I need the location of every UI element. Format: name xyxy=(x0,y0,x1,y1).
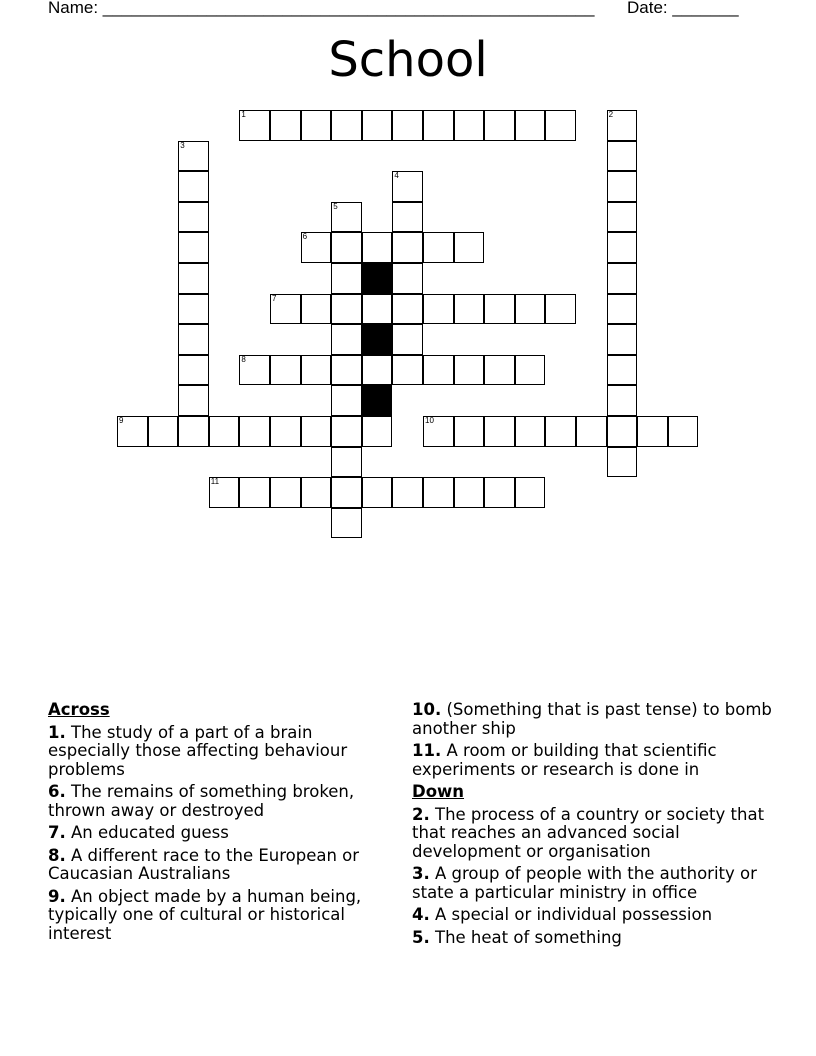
numbered-cell-10[interactable] xyxy=(423,416,454,447)
numbered-cell-3[interactable] xyxy=(178,141,209,172)
grid-cell[interactable] xyxy=(607,171,638,202)
grid-cell[interactable] xyxy=(607,294,638,325)
grid-cell[interactable] xyxy=(392,202,423,233)
numbered-cell-8[interactable] xyxy=(239,355,270,386)
grid-cell[interactable] xyxy=(362,355,393,386)
cell-number: 8 xyxy=(241,354,246,364)
clue-number: 9. xyxy=(48,886,66,906)
shaded-cell xyxy=(362,324,393,355)
cell-number: 6 xyxy=(302,232,308,242)
clue-text: An educated guess xyxy=(71,823,229,842)
grid-cell[interactable] xyxy=(668,416,699,447)
grid-cell[interactable] xyxy=(607,263,638,294)
grid-cell[interactable] xyxy=(607,416,638,447)
grid-cell[interactable] xyxy=(178,355,209,386)
grid-cell[interactable] xyxy=(423,110,454,141)
numbered-cell-11[interactable] xyxy=(209,477,240,508)
grid-cell[interactable] xyxy=(301,110,332,141)
grid-cell[interactable] xyxy=(331,385,362,416)
grid-cell[interactable] xyxy=(331,232,362,263)
clue-number: 11. xyxy=(412,741,442,760)
clue-down-4 xyxy=(412,906,772,925)
grid-cell[interactable] xyxy=(178,324,209,355)
cell-number: 7 xyxy=(272,293,277,303)
cell-number: 4 xyxy=(394,171,399,181)
grid-cell[interactable] xyxy=(607,355,638,386)
grid-cell[interactable] xyxy=(301,294,332,325)
page-title: School xyxy=(328,32,488,88)
grid-cell[interactable] xyxy=(392,232,423,263)
clue-text: The process of a country or society that that reaches an advanced social development or organisation xyxy=(412,804,765,861)
grid-cell[interactable] xyxy=(270,110,301,141)
clue-text: A room or building that scientific experiments or research is done in xyxy=(412,741,717,779)
grid-cell[interactable] xyxy=(423,355,454,386)
grid-cell[interactable] xyxy=(178,171,209,202)
grid-cell[interactable] xyxy=(515,110,546,141)
grid-cell[interactable] xyxy=(331,355,362,386)
clue-number: 3. xyxy=(412,864,430,883)
grid-cell[interactable] xyxy=(178,232,209,263)
grid-cell[interactable] xyxy=(392,294,423,325)
clue-down-3 xyxy=(412,865,772,902)
grid-cell[interactable] xyxy=(178,385,209,416)
clue-text: A group of people with the authority or state a particular ministry in office xyxy=(412,864,757,902)
grid-cell[interactable] xyxy=(484,355,515,386)
shaded-cell xyxy=(362,263,393,294)
numbered-cell-5[interactable] xyxy=(331,202,362,233)
grid-cell[interactable] xyxy=(392,477,423,508)
clue-text: An object made by a human being, typically one of cultural or historical interest xyxy=(48,886,362,943)
clues-column-right xyxy=(412,701,772,951)
grid-cell[interactable] xyxy=(484,110,515,141)
grid-cell[interactable] xyxy=(515,294,546,325)
clue-text: (Something that is past tense) to bomb another ship xyxy=(412,700,772,738)
numbered-cell-1[interactable] xyxy=(239,110,270,141)
clue-text: The heat of something xyxy=(435,927,622,947)
cell-number: 2 xyxy=(608,110,614,119)
clue-text: A special or individual possession xyxy=(435,905,713,924)
name-field-label: Name: ____________________________________________________ xyxy=(48,0,595,17)
grid-cell[interactable] xyxy=(515,355,546,386)
clue-across-11 xyxy=(412,742,772,779)
grid-cell[interactable] xyxy=(454,416,485,447)
numbered-cell-4[interactable] xyxy=(392,171,423,202)
cell-number: 11 xyxy=(210,477,220,487)
grid-cell[interactable] xyxy=(362,110,393,141)
clue-text: A different race to the European or Caucasian Australians xyxy=(48,845,360,883)
clue-number: 6. xyxy=(48,782,66,801)
grid-cell[interactable] xyxy=(515,416,546,447)
grid-cell[interactable] xyxy=(239,416,270,447)
clue-text: The study of a part of a brain especially those affecting behaviour problems xyxy=(48,722,348,779)
numbered-cell-7[interactable] xyxy=(270,294,301,325)
grid-cell[interactable] xyxy=(454,232,485,263)
grid-cell[interactable] xyxy=(331,416,362,447)
grid-cell[interactable] xyxy=(301,416,332,447)
grid-cell[interactable] xyxy=(331,447,362,478)
clue-text: The remains of something broken, thrown away or destroyed xyxy=(48,782,355,820)
grid-cell[interactable] xyxy=(607,141,638,172)
grid-cell[interactable] xyxy=(331,508,362,539)
grid-cell[interactable] xyxy=(331,110,362,141)
grid-cell[interactable] xyxy=(239,477,270,508)
grid-cell[interactable] xyxy=(454,355,485,386)
grid-cell[interactable] xyxy=(454,110,485,141)
grid-cell[interactable] xyxy=(545,416,576,447)
clue-across-1 xyxy=(48,724,393,780)
grid-cell[interactable] xyxy=(148,416,179,447)
cell-number: 10 xyxy=(425,416,434,425)
clue-number: 8. xyxy=(48,845,66,865)
grid-cell[interactable] xyxy=(331,263,362,294)
grid-cell[interactable] xyxy=(209,416,240,447)
grid-cell[interactable] xyxy=(362,477,393,508)
grid-cell[interactable] xyxy=(270,477,301,508)
grid-cell[interactable] xyxy=(484,294,515,325)
grid-cell[interactable] xyxy=(454,477,485,508)
grid-cell[interactable] xyxy=(362,294,393,325)
clue-across-6 xyxy=(48,783,393,820)
grid-cell[interactable] xyxy=(270,355,301,386)
clues-column-left xyxy=(48,701,393,947)
grid-cell[interactable] xyxy=(607,447,638,478)
grid-cell[interactable] xyxy=(576,416,607,447)
clue-across-9 xyxy=(48,888,393,944)
grid-cell[interactable] xyxy=(607,385,638,416)
grid-cell[interactable] xyxy=(545,294,576,325)
cell-number: 9 xyxy=(119,416,124,425)
cell-number: 5 xyxy=(333,201,338,211)
grid-cell[interactable] xyxy=(607,202,638,233)
grid-cell[interactable] xyxy=(607,324,638,355)
cell-number: 3 xyxy=(180,140,185,150)
grid-cell[interactable] xyxy=(454,294,485,325)
grid-cell[interactable] xyxy=(178,263,209,294)
clue-down-2 xyxy=(412,806,772,862)
grid-cell[interactable] xyxy=(178,416,209,447)
grid-cell[interactable] xyxy=(331,324,362,355)
clue-number: 5. xyxy=(412,927,430,947)
clue-across-7 xyxy=(48,824,393,843)
grid-cell[interactable] xyxy=(484,416,515,447)
grid-cell[interactable] xyxy=(178,202,209,233)
grid-cell[interactable] xyxy=(423,232,454,263)
numbered-cell-2[interactable] xyxy=(607,110,638,141)
across-heading: Across xyxy=(48,700,110,719)
grid-cell[interactable] xyxy=(515,477,546,508)
down-heading: Down xyxy=(412,782,465,801)
numbered-cell-6[interactable] xyxy=(301,232,332,263)
clue-number: 2. xyxy=(412,804,430,824)
shaded-cell xyxy=(362,385,393,416)
clue-across-8 xyxy=(48,847,393,884)
grid-cell[interactable] xyxy=(301,477,332,508)
grid-cell[interactable] xyxy=(423,294,454,325)
cell-number: 1 xyxy=(241,110,246,119)
clue-number: 10. xyxy=(412,700,442,719)
grid-cell[interactable] xyxy=(362,232,393,263)
grid-cell[interactable] xyxy=(392,110,423,141)
grid-cell[interactable] xyxy=(423,477,454,508)
clue-number: 7. xyxy=(48,823,66,842)
grid-cell[interactable] xyxy=(178,294,209,325)
grid-cell[interactable] xyxy=(392,324,423,355)
grid-cell[interactable] xyxy=(301,355,332,386)
clue-number: 1. xyxy=(48,722,66,742)
date-field-label: Date: _______ xyxy=(627,0,739,17)
grid-cell[interactable] xyxy=(392,355,423,386)
grid-cell[interactable] xyxy=(331,477,362,508)
clue-down-5 xyxy=(412,929,772,948)
grid-cell[interactable] xyxy=(484,477,515,508)
grid-cell[interactable] xyxy=(270,416,301,447)
grid-cell[interactable] xyxy=(545,110,576,141)
grid-cell[interactable] xyxy=(331,294,362,325)
clue-number: 4. xyxy=(412,905,430,924)
grid-cell[interactable] xyxy=(637,416,668,447)
numbered-cell-9[interactable] xyxy=(117,416,148,447)
grid-cell[interactable] xyxy=(362,416,393,447)
grid-cell[interactable] xyxy=(607,232,638,263)
grid-cell[interactable] xyxy=(392,263,423,294)
clue-across-10 xyxy=(412,701,772,738)
